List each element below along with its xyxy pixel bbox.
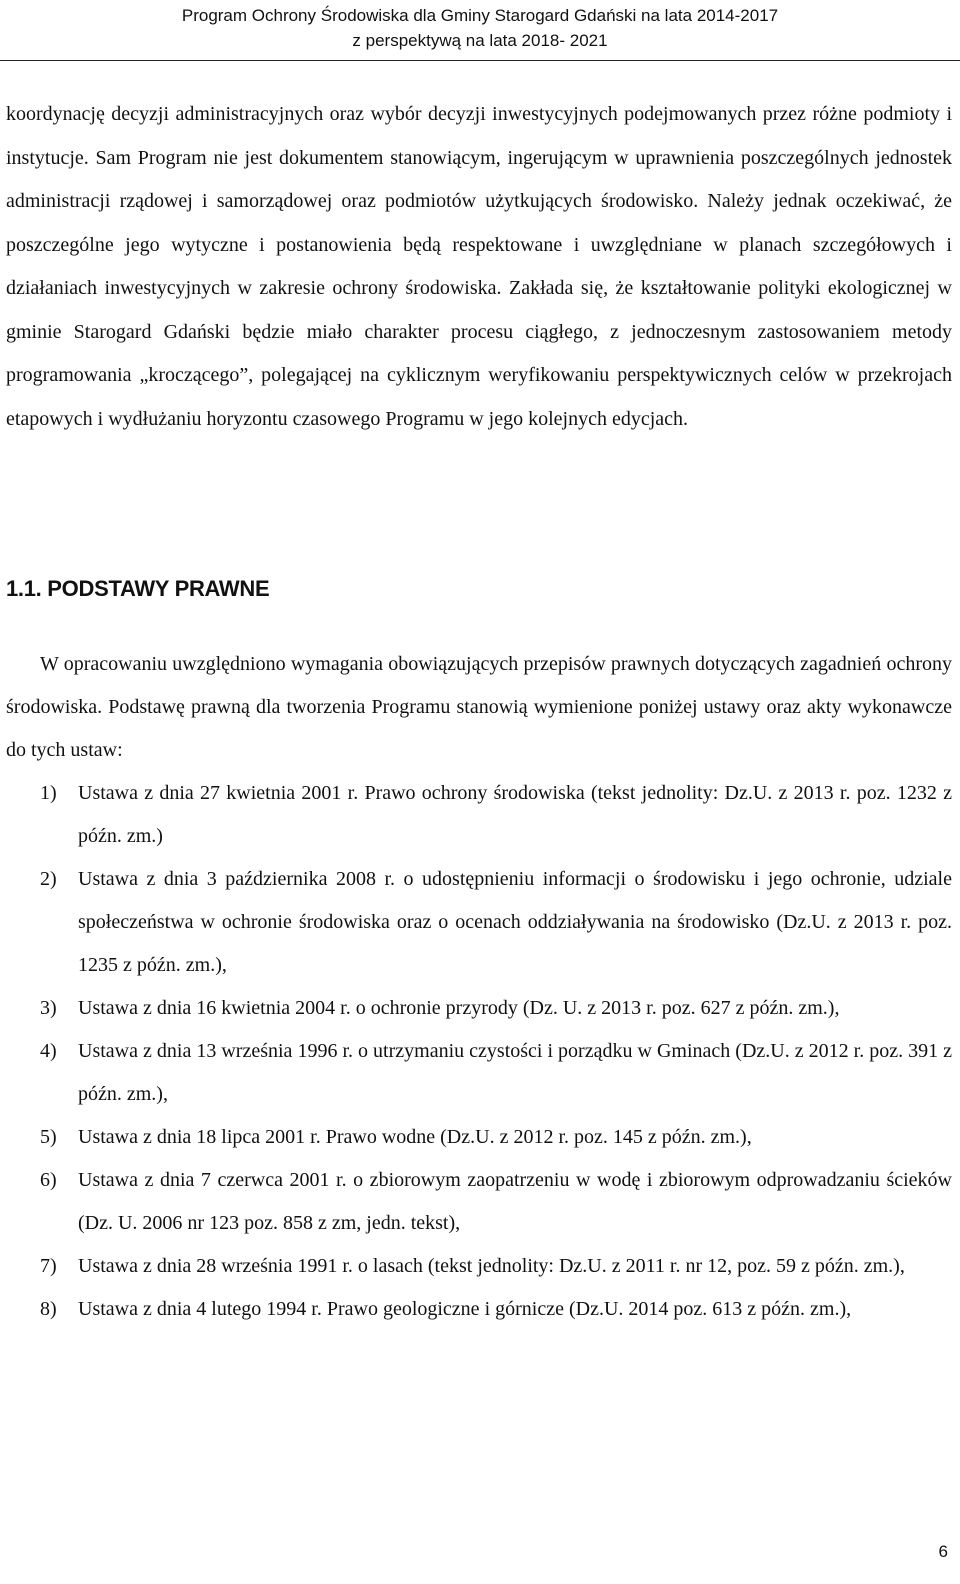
list-item-text: Ustawa z dnia 28 września 1991 r. o lasach (tekst jednolity: Dz.U. z 2011 r. nr 12, poz. 59 z późn. zm.), <box>78 1255 905 1277</box>
header-subtitle: z perspektywą na lata 2018- 2021 <box>352 31 608 50</box>
list-item-text: Ustawa z dnia 13 września 1996 r. o utrzymaniu czystości i porządku w Gminach (Dz.U. z 2012 r. poz. 391 z późn. zm.), <box>78 1040 952 1105</box>
list-item <box>6 1288 952 1331</box>
list-item-number: 3) <box>40 997 57 1019</box>
law-list <box>6 772 952 1331</box>
list-item <box>6 1245 952 1288</box>
list-item-text: Ustawa z dnia 16 kwietnia 2004 r. o ochronie przyrody (Dz. U. z 2013 r. poz. 627 z późn. zm.), <box>78 997 840 1019</box>
list-item-number: 8) <box>40 1298 57 1320</box>
list-item-text: Ustawa z dnia 18 lipca 2001 r. Prawo wodne (Dz.U. z 2012 r. poz. 145 z późn. zm.), <box>78 1126 752 1148</box>
page-number: 6 <box>938 1542 948 1561</box>
list-item-text: Ustawa z dnia 27 kwietnia 2001 r. Prawo ochrony środowiska (tekst jednolity: Dz.U. z 2013 r. poz. 1232 z późn. zm.) <box>78 782 952 847</box>
list-item-number: 2) <box>40 868 57 890</box>
list-item <box>6 1030 952 1116</box>
list-item-number: 6) <box>40 1169 57 1191</box>
header-title: Program Ochrony Środowiska dla Gminy Starogard Gdański na lata 2014-2017 <box>181 6 779 25</box>
list-item <box>6 858 952 987</box>
header-divider <box>0 60 960 61</box>
list-item-text: Ustawa z dnia 7 czerwca 2001 r. o zbiorowym zaopatrzeniu w wodę i zbiorowym odprowadzaniu ścieków (Dz. U. 2006 nr 123 poz. 858 z zm, jedn. tekst), <box>78 1169 952 1234</box>
body-paragraph: koordynację decyzji administracyjnych oraz wybór decyzji inwestycyjnych podejmowanych przez różne podmioty i instytucje. Sam Program nie jest dokumentem stanowiącym, ingerującym w uprawnienia poszczególnych jednostek administracji rządowej i samorządowej oraz podmiotów użytkujących środowisko. Należy jednak oczekiwać, że poszczególne jego wytyczne i postanowienia będą respektowane i uwzględniane w planach szczegółowych i działaniach inwestycyjnych w zakresie ochrony środowiska. Zakłada się, że kształtowanie polityki ekologicznej w gminie Starogard Gdański będzie miało charakter procesu ciągłego, z jednoczesnym zastosowaniem metody programowania „kroczącego”, polegającej na cyklicznym weryfikowaniu perspektywicznych celów w przekrojach etapowych i wydłużaniu horyzontu czasowego Programu w jego kolejnych edycjach. <box>6 103 952 430</box>
list-item <box>6 1159 952 1245</box>
list-item-number: 5) <box>40 1126 57 1148</box>
list-item-text: Ustawa z dnia 3 października 2008 r. o udostępnieniu informacji o środowisku i jego ochronie, udziale społeczeństwa w ochronie środowiska oraz o ocenach oddziaływania na środowisko (Dz.U. z 2013 r. poz. 1235 z późn. zm.), <box>78 868 952 976</box>
list-item-number: 4) <box>40 1040 57 1062</box>
list-item <box>6 772 952 858</box>
list-item-number: 7) <box>40 1255 57 1277</box>
section-heading: 1.1. PODSTAWY PRAWNE <box>6 576 270 601</box>
list-item-number: 1) <box>40 782 57 804</box>
running-header <box>0 0 960 58</box>
section-intro: W opracowaniu uwzględniono wymagania obowiązujących przepisów prawnych dotyczących zagadnień ochrony środowiska. Podstawę prawną dla tworzenia Programu stanowią wymienione poniżej ustawy oraz akty wykonawcze do tych ustaw: <box>6 653 952 761</box>
list-item <box>6 1116 952 1159</box>
list-item-text: Ustawa z dnia 4 lutego 1994 r. Prawo geologiczne i górnicze (Dz.U. 2014 poz. 613 z późn. zm.), <box>78 1298 852 1320</box>
list-item <box>6 987 952 1030</box>
